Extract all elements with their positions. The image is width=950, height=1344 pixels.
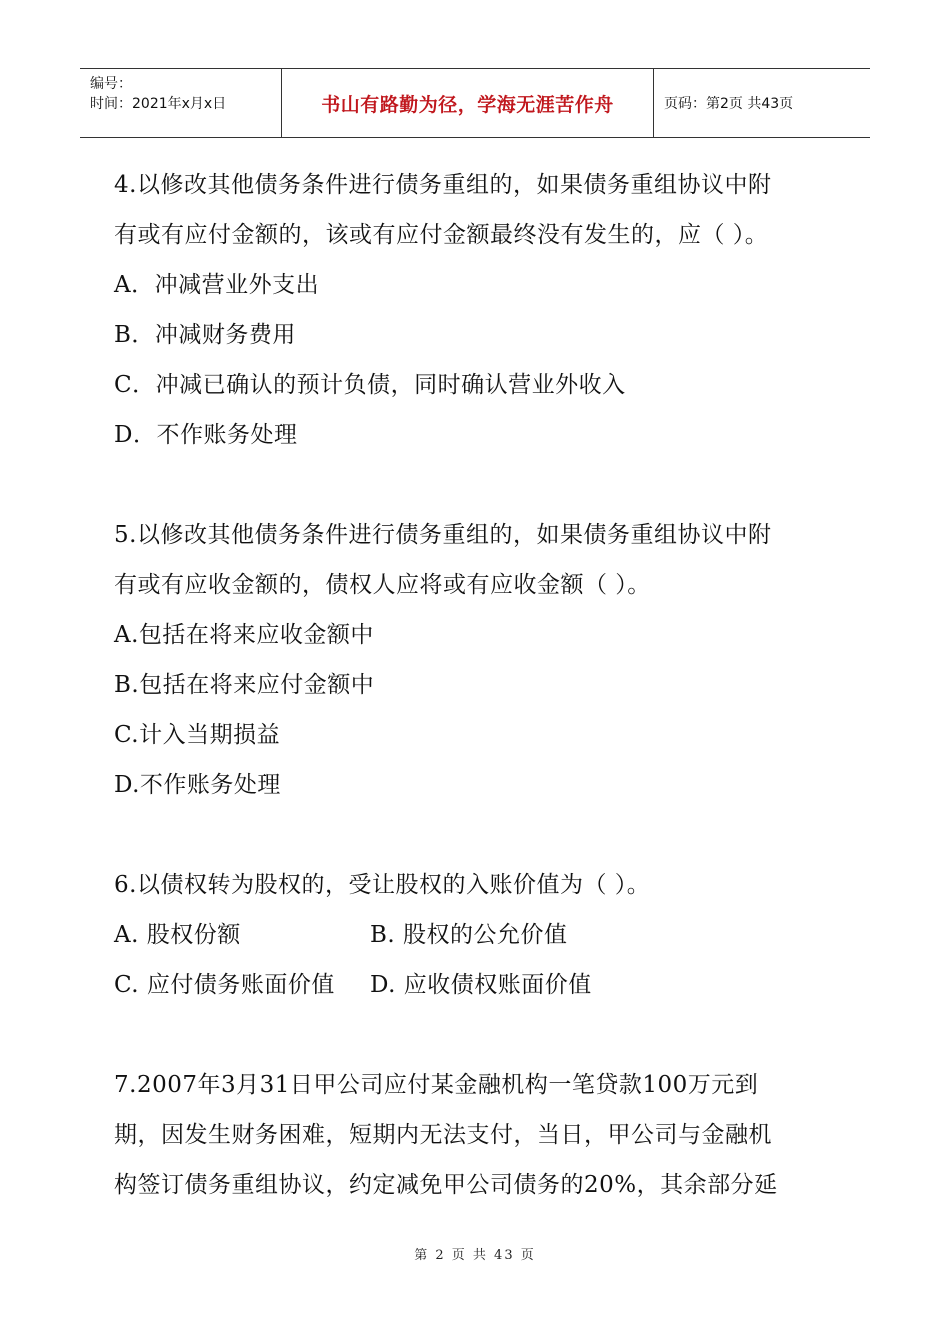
q4-stem-line-1: 4.以修改其他债务条件进行债务重组的，如果债务重组协议中附 — [114, 172, 772, 198]
page-footer: 第 2 页 共 43 页 — [414, 1248, 536, 1263]
number-label: 编号： — [90, 76, 132, 92]
q6-stem-line-1: 6.以债权转为股权的，受让股权的入账价值为（ ）。 — [114, 872, 651, 898]
q4-option-d: D．不作账务处理 — [114, 422, 298, 448]
q7-stem-line-3: 构签订债务重组协议，约定减免甲公司债务的20%，其余部分延 — [114, 1172, 778, 1198]
q4-option-b: B．冲减财务费用 — [114, 322, 296, 348]
q7-stem-line-1: 7.2007年3月31日甲公司应付某金融机构一笔贷款100万元到 — [114, 1072, 759, 1098]
q5-option-d: D.不作账务处理 — [114, 772, 281, 798]
spacer — [114, 810, 854, 860]
page-header — [80, 68, 870, 138]
page-info: 页码：第2页 共43页 — [664, 96, 794, 112]
q4-option-a: A．冲减营业外支出 — [114, 272, 320, 298]
q5-option-a: A.包括在将来应收金额中 — [114, 622, 374, 648]
q6-option-b: B. 股权的公允价值 — [370, 922, 568, 948]
q6-options-row-1 — [114, 910, 854, 960]
q4-stem-line-2: 有或有应付金额的，该或有应付金额最终没有发生的，应（ ）。 — [114, 222, 769, 248]
q6-option-c: C. 应付债务账面价值 — [114, 972, 335, 998]
q5-option-b: B.包括在将来应付金额中 — [114, 672, 375, 698]
document-body — [114, 160, 854, 1210]
q7-stem-line-2: 期，因发生财务困难，短期内无法支付，当日，甲公司与金融机 — [114, 1122, 772, 1148]
motto-text: 书山有路勤为径，学海无涯苦作舟 — [321, 93, 614, 116]
q6-options-row-2 — [114, 960, 854, 1010]
header-page-cell — [654, 69, 870, 137]
q6-option-a: A. 股权份额 — [114, 922, 241, 948]
spacer — [114, 1010, 854, 1060]
q5-option-c: C.计入当期损益 — [114, 722, 281, 748]
header-motto-cell — [282, 69, 654, 137]
spacer — [114, 460, 854, 510]
q5-stem-line-2: 有或有应收金额的，债权人应将或有应收金额（ ）。 — [114, 572, 651, 598]
header-meta-cell — [80, 69, 282, 137]
q5-stem-line-1: 5.以修改其他债务条件进行债务重组的，如果债务重组协议中附 — [114, 522, 772, 548]
q6-option-d: D. 应收债权账面价值 — [370, 972, 592, 998]
q4-option-c: C．冲减已确认的预计负债，同时确认营业外收入 — [114, 372, 626, 398]
time-label: 时间：2021年x月x日 — [90, 96, 227, 112]
